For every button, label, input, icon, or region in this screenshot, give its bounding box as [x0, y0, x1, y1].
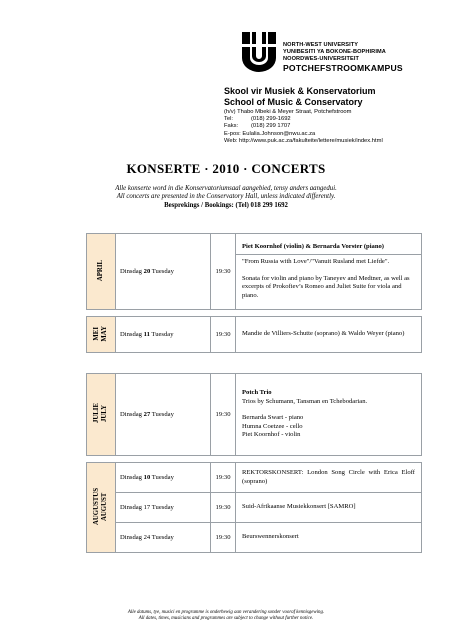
campus-name: POTCHEFSTROOMKAMPUS [283, 63, 403, 73]
member-item: Bernarda Swart - piano [242, 414, 304, 422]
event-cell [236, 374, 422, 456]
time-cell: 19:30 [211, 493, 236, 523]
day-name: Dinsdag [120, 268, 144, 275]
day-date: 10 [143, 474, 151, 481]
university-line: NOORDWES-UNIVERSITEIT [283, 56, 360, 62]
school-name-af: Skool vir Musiek & Konservatorium [224, 86, 376, 96]
day-name: Dinsdag [120, 331, 144, 338]
web-line: Web: http://www.puk.ac.za/fakulteite/lettere/musiek/index.html [224, 137, 383, 144]
contact-block [224, 109, 444, 145]
university-line: YUNIBESITI YA BOKONE-BOPHIRIMA [283, 49, 386, 55]
day-cell [116, 234, 211, 310]
time-cell: 19:30 [211, 463, 236, 493]
month-label: AUGUSTUS AUGUST [93, 487, 108, 525]
event-program: Trios by Schumann, Tansman en Tchebodarian. [242, 397, 368, 405]
day-name-en: Tuesday [150, 411, 174, 418]
table-row [87, 523, 422, 553]
event-cell [236, 234, 422, 310]
member-item: Humna Coetzee - cello [242, 422, 303, 430]
day-name: Dinsdag [120, 411, 144, 418]
disclaimer-af: Alle datums, tye, musici en programme is onderhewig aan verandering sonder vooraf kennisgewing. [127, 610, 325, 615]
month-cell-may [87, 317, 116, 353]
day-cell: Dinsdag 17 Tuesday [116, 493, 211, 523]
disclaimer [0, 610, 452, 622]
day-cell [116, 374, 211, 456]
disclaimer-en: All dates, times, musicians and programmes are subject to change without further notice. [138, 616, 314, 622]
time-cell: 19:30 [211, 234, 236, 310]
page-title: KONSERTE · 2010 · CONCERTS [126, 161, 326, 176]
event-title: Beurswennerskonsert [236, 523, 422, 553]
school-name-en: School of Music & Conservatory [224, 97, 363, 107]
time-cell: 19:30 [211, 317, 236, 353]
university-logo-icon [240, 28, 278, 74]
month-cell-august [87, 463, 116, 553]
email-line: E-pos: Eulalia.Johnson@nwu.ac.za [224, 130, 316, 137]
school-info [224, 86, 444, 145]
school-address: (h/v) Thabo Mbeki & Meyer Straat, Potchefstroom [224, 109, 352, 115]
table-row [87, 493, 422, 523]
event-program: Sonata for violin and piano by Taneyev and Medtner, as well as excerpts of Prokofiev’s Romeo and Juliet Suite for viola and piano. [242, 274, 410, 299]
day-cell [116, 317, 211, 353]
event-title: Suid-Afrikaanse Musiekkonsert [SAMRO] [236, 493, 422, 523]
day-name-en: Tuesday [149, 331, 174, 338]
month-label: MEI MAY [93, 325, 108, 342]
day-cell [116, 463, 211, 493]
event-ensemble: Potch Trio [242, 389, 272, 397]
fax-row [224, 123, 444, 130]
time-cell: 19:30 [211, 523, 236, 553]
table-row [87, 374, 422, 456]
university-line: NORTH-WEST UNIVERSITY [283, 42, 359, 48]
month-cell-april [87, 234, 116, 310]
tel-label: Tel: [224, 116, 234, 123]
day-date: 27 [143, 411, 151, 418]
fax-label: Faks: [224, 123, 239, 130]
concert-schedule [86, 233, 422, 553]
bookings-line: Besprekings / Bookings: (Tel) 018 299 1692 [164, 201, 288, 209]
table-row [87, 317, 422, 353]
intro-line-en: All concerts are presented in the Conservatory Hall, unless indicated differently. [116, 193, 336, 201]
month-cell-july [87, 374, 116, 456]
month-label: APRIL [97, 259, 104, 282]
day-name-en: Tuesday [150, 268, 174, 275]
event-performers: Mandie de Villiers-Schutte (soprano) & Waldo Weyer (piano) [236, 317, 422, 353]
day-date: 11 [143, 331, 150, 338]
day-cell: Dinsdag 24 Tuesday [116, 523, 211, 553]
day-name-en: Tuesday [150, 474, 174, 481]
month-label: JULIE JULY [93, 403, 108, 424]
event-performers: Piet Koornhof (violin) & Bernarda Vorster (piano) [236, 240, 421, 255]
day-date: 20 [143, 268, 151, 275]
table-row [87, 234, 422, 310]
tel-value: (018) 299-1692 [251, 116, 291, 123]
intro [0, 185, 452, 210]
intro-line-af: Alle konserte word in die Konservatoriumsaal aangebied, tensy anders aangedui. [115, 185, 337, 192]
event-quote: "From Russia with Love"/"Vanuit Rusland met Liefde". [242, 258, 390, 266]
fax-value: (018) 299 1707 [251, 123, 291, 130]
tel-row [224, 116, 444, 123]
time-cell: 19:30 [211, 374, 236, 456]
university-name [283, 42, 403, 73]
event-title: REKTORSKONSERT: London Song Circle with Erica Eloff (soprano) [236, 463, 422, 493]
member-item: Piet Koornhof - violin [242, 431, 301, 439]
table-row [87, 463, 422, 493]
day-name: Dinsdag [120, 474, 144, 481]
